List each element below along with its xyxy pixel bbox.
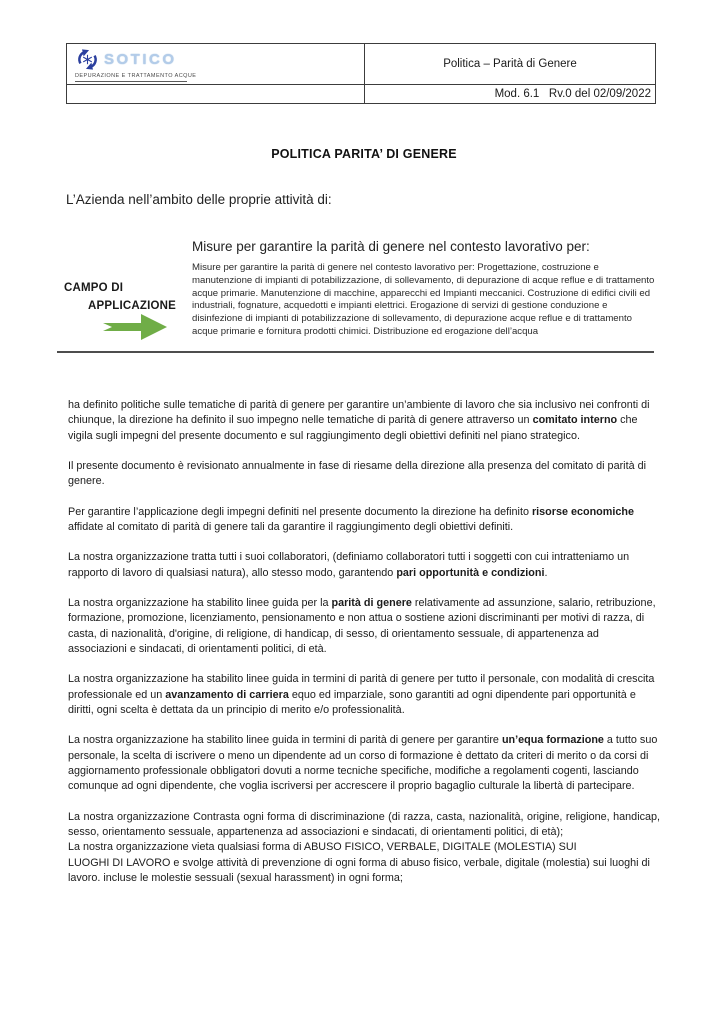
- body-paragraph: [68, 672, 660, 718]
- document-body: [68, 398, 660, 901]
- bold-text-run: comitato interno: [532, 414, 618, 427]
- text-run: La nostra organizzazione ha stabilito linee guida per la: [68, 596, 332, 609]
- intro-line: L’Azienda nell’ambito delle proprie attività di:: [66, 192, 332, 207]
- text-run: La nostra organizzazione tratta tutti i suoi collaboratori, (definiamo collaboratori tutti i soggetti con cui intratteniamo un rapporto di lavoro di qualsiasi natura), allo stesso modo, garantendo: [68, 551, 630, 579]
- text-run: La nostra organizzazione ha stabilito linee guida in termini di parità di genere per garantire: [68, 734, 502, 747]
- section-divider: [57, 351, 654, 353]
- text-run: relativamente ad assunzione, salario, retribuzione, formazione, promozione, licenziamento, pensionamento e non attua o sostiene azioni discriminanti per motivi di razza, di casta, di nazionalità, d'origine, di religione, di handicap, di sesso, di orientamento sessuale, di appartenenza ad associazioni e sindacati, di orientamenti politici, di età.: [68, 596, 656, 655]
- company-brand-name: SOTICO: [104, 51, 177, 68]
- text-run: Il presente documento è revisionato annualmente in fase di riesame della direzione alla presenza del comitato di parità di genere.: [68, 459, 646, 488]
- bold-text-run: pari opportunità e condizioni: [396, 566, 545, 579]
- bold-text-run: avanzamento di carriera: [165, 688, 289, 701]
- text-run: LUOGHI DI LAVORO e svolge attività di prevenzione di ogni forma di abuso fisico, verbale, digitale (molestia) sui luoghi di lavoro. incluse le molestie sessuali (sexual harassment) in ogni forma;: [68, 856, 650, 884]
- header-empty-cell: [67, 85, 365, 103]
- text-run: .: [544, 566, 548, 579]
- scope-text-block: [192, 239, 658, 339]
- page-title: POLITICA PARITA’ DI GENERE: [271, 147, 457, 161]
- text-run: affidate al comitato di parità di genere tali da garantire il raggiungimento degli obiettivi definiti.: [68, 520, 514, 533]
- scope-body: Misure per garantire la parità di genere nel contesto lavorativo per: Progettazione, costruzione e manutenzione di impianti di potabilizzazione, di sollevamento, di depurazione di acque reflue e di trattamento acque primarie. Manutenzione di macchine, apparecchi ed Impianti meccanici. Costruzione di edifici civili ed industriali, fognature, acquedotti e impianti elettrici. Erogazione di servizi di gestione conduzione e disinfezione di impianti di potabilizzazione di sollevamento, di depurazione acque reflue e di trattamento acque primarie e fornitura prodotti chimici. Distribuzione ed erogazione dell’acqua: [192, 261, 655, 338]
- bold-text-run: risorse economiche: [531, 505, 634, 518]
- header-table: [66, 43, 656, 104]
- body-paragraph: [68, 810, 660, 841]
- header-doc-ref: Mod. 6.1 Rv.0 del 02/09/2022: [494, 88, 651, 100]
- company-logo: [75, 47, 358, 72]
- scope-heading: Misure per garantire la parità di genere nel contesto lavorativo per:: [192, 239, 590, 254]
- body-paragraph: [68, 550, 660, 581]
- text-run: a tutto suo personale, la scelta di iscrivere o meno un dipendente ad un corso di formazione è dettato da criteri di merito o da corsi di aggiornamento professionale obbligatori dovuti a norme tecniche specifiche, modifiche a regolamenti cogenti, lasciando comunque ad ogni dipendente, che voglia iscriversi per accrescere il proprio bagaglio culturale la libertà di partecipare.: [68, 734, 658, 793]
- body-paragraph: [68, 459, 660, 490]
- scope-label-line1: CAMPO DI: [64, 282, 124, 294]
- green-arrow-right-icon: [103, 310, 167, 344]
- text-run: ha definito politiche sulle tematiche di parità di genere per garantire un’ambiente di lavoro che sia inclusivo nei confronti di chiunque, la direzione ha definito il suo impegno nelle tematiche di parità di genere attraverso un: [68, 399, 650, 427]
- company-tagline: DEPURAZIONE E TRATTAMENTO ACQUE: [75, 73, 187, 82]
- text-run: che vigila sugli impegni del presente documento e sul raggiungimento degli obiettivi definiti nel piano strategico.: [68, 414, 638, 442]
- body-paragraph: [68, 398, 660, 444]
- bold-text-run: un’equa formazione: [501, 734, 604, 747]
- header-logo-cell: [67, 44, 365, 85]
- text-run: La nostra organizzazione vieta qualsiasi forma di ABUSO FISICO, VERBALE, DIGITALE (MOLESTIA) SUI: [68, 841, 577, 854]
- recycle-arrows-icon: [75, 47, 100, 72]
- body-paragraph: [68, 840, 660, 886]
- text-run: La nostra organizzazione ha stabilito linee guida in termini di parità di genere per tutto il personale, con modalità di crescita professionale ed un: [68, 673, 655, 701]
- text-run: equo ed imparziale, sono garantiti ad ogni dipendente pari opportunità e diritti, ogni scelta è dettata da un principio di merito e/o professionalità.: [68, 688, 636, 716]
- text-run: Per garantire l’applicazione degli impegni definiti nel presente documento la direzione ha definito: [68, 505, 532, 518]
- body-paragraph: [68, 596, 660, 657]
- text-run: La nostra organizzazione Contrasta ogni forma di discriminazione (di razza, casta, nazionalità, origine, religione, handicap, sesso, orientamento sessuale, appartenenza ad associazioni e sindacati, di orientamenti politici, di età);: [68, 810, 660, 838]
- body-paragraph: [68, 505, 660, 536]
- bold-text-run: parità di genere: [331, 596, 412, 609]
- body-paragraph: [68, 733, 660, 794]
- header-doc-title: Politica – Parità di Genere: [365, 44, 655, 85]
- scope-label-line2: APPLICAZIONE: [88, 300, 177, 313]
